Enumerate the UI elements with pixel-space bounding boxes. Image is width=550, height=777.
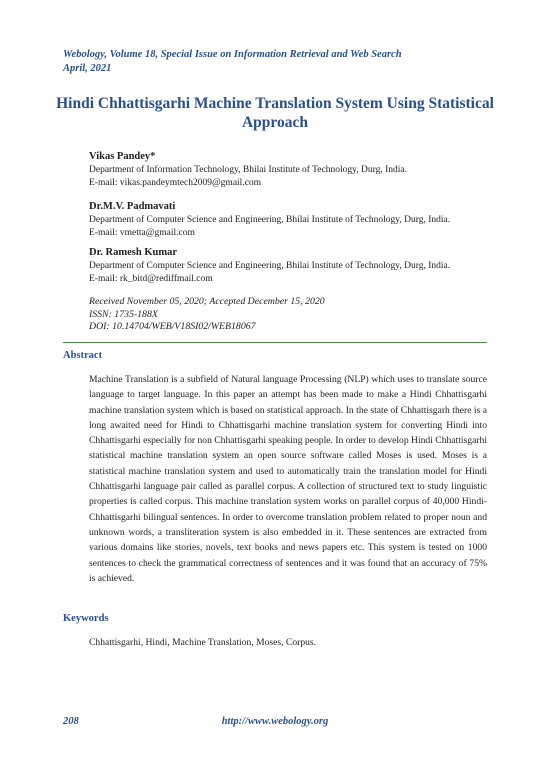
author-affiliation: Department of Information Technology, Bhilai Institute of Technology, Durg, India. xyxy=(89,165,407,175)
abstract-heading: Abstract xyxy=(63,350,103,361)
received-accepted-dates: Received November 05, 2020; Accepted December 15, 2020 xyxy=(89,296,325,307)
paper-title: Hindi Chhattisgarhi Machine Translation System Using Statistical Approach xyxy=(56,95,494,131)
author-name: Vikas Pandey* xyxy=(89,151,156,162)
keywords-heading: Keywords xyxy=(63,613,109,624)
author-affiliation: Department of Computer Science and Engineering, Bhilai Institute of Technology, Durg, India. xyxy=(89,215,451,225)
author-name: Dr. Ramesh Kumar xyxy=(89,247,177,258)
page-footer xyxy=(63,716,487,730)
issn: ISSN: 1735-188X xyxy=(89,308,158,320)
author-email: E-mail: rk_bitd@rediffmail.com xyxy=(89,274,213,284)
publication-meta xyxy=(89,296,489,334)
author-email: E-mail: vmetta@gmail.com xyxy=(89,228,195,238)
author-email: E-mail: vikas.pandeymtech2009@gmail.com xyxy=(89,178,262,188)
author-block xyxy=(89,246,499,286)
abstract-text: Machine Translation is a subfield of Natural language Processing (NLP) which uses to translate source language to target language. In this paper an attempt has been made to make a Hindi Chhattisgarhi machine translation system which is based on statistical approach. In the state of Chhattisgarh there is a long awaited need for Hindi to Chhattisgarhi machine translation system for converting Hindi into Chhattisgarhi especially for non Chhattisgarhi speaking people. In order to develop Hindi Chhattisgarhi statistical machine translation system an open source software called Moses is used. Moses is a statistical machine translation system and used to automatically train the translation model for Hindi Chhattisgarhi language pair called as parallel corpus. A collection of structured text to study linguistic properties is called corpus. This machine translation system works on parallel corpus of 40,000 Hindi-Chhattisgarhi bilingual sentences. In order to overcome translation problem related to proper noun and unknown words, a transliteration system is also embedded in it. These sentences are extracted from various domains like stories, novels, text books and news papers etc. This system is tested on 1000 sentences to check the grammatical correctness of sentences and it was found that an accuracy of 75% is achieved. xyxy=(89,374,487,584)
author-name: Dr.M.V. Padmavati xyxy=(89,201,176,212)
issue-date: April, 2021 xyxy=(63,63,112,74)
author-block xyxy=(89,200,499,240)
journal-line: Webology, Volume 18, Special Issue on Information Retrieval and Web Search xyxy=(63,49,402,60)
page-number: 208 xyxy=(63,716,79,727)
section-divider xyxy=(63,342,487,343)
author-affiliation: Department of Computer Science and Engineering, Bhilai Institute of Technology, Durg, India. xyxy=(89,261,451,271)
journal-header xyxy=(63,48,402,76)
keywords-text: Chhattisgarhi, Hindi, Machine Translation, Moses, Corpus. xyxy=(89,637,317,648)
doi: DOI: 10.14704/WEB/V18SI02/WEB18067 xyxy=(89,321,256,332)
journal-url[interactable]: http://www.webology.org xyxy=(221,716,329,727)
author-block xyxy=(89,150,499,190)
